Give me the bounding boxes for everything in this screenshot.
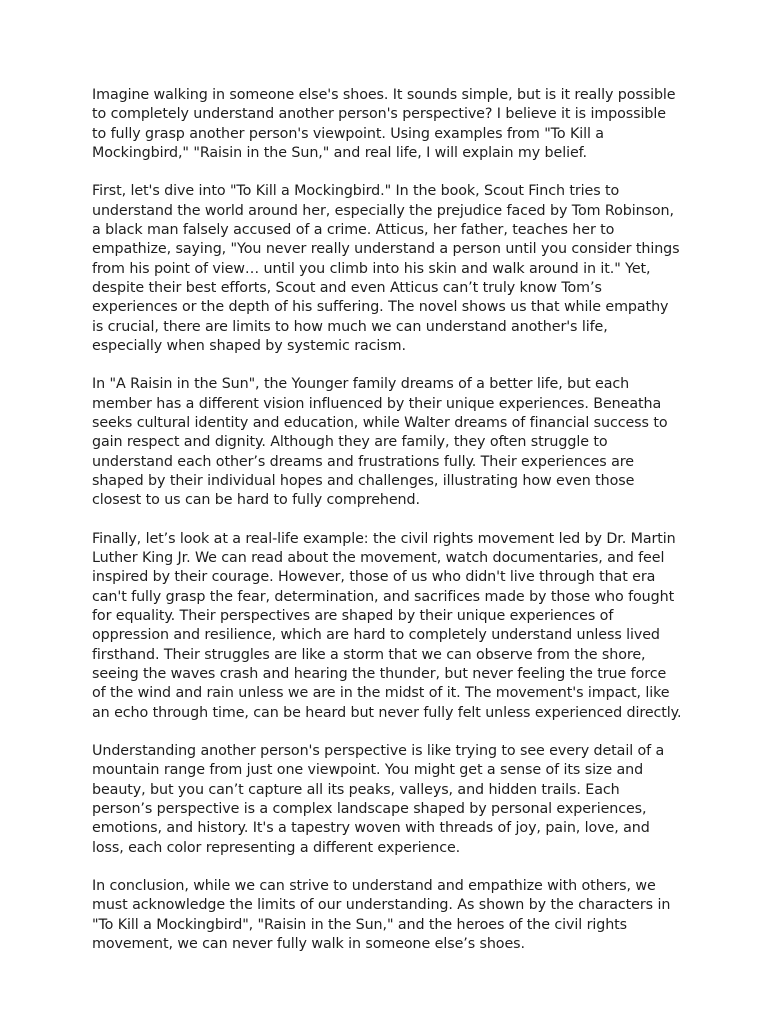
paragraph-conclusion: In conclusion, while we can strive to understand and empathize with others, we must acknowledge the limits of our understanding. As shown by the characters in "To Kill a Mockingbird", "Raisin in the Sun," and the heroes of the civil rights movement, we can never fully walk in someone else’s shoes. (92, 878, 671, 953)
paragraph-mockingbird: First, let's dive into "To Kill a Mockingbird." In the book, Scout Finch tries to understand the world around her, especially the prejudice faced by Tom Robinson, a black man falsely accused of a crime. Atticus, her father, teaches her to empathize, saying, "You never really understand a person until you consider things from his point of view… until you climb into his skin and walk around in it." Yet, despite their best efforts, Scout and even Atticus can’t truly know Tom’s experiences or the depth of his suffering. The novel shows us that while empathy is crucial, there are limits to how much we can understand another's life, especially when shaped by systemic racism. (92, 183, 680, 354)
paragraph-mountain-metaphor: Understanding another person's perspective is like trying to see every detail of a mountain range from just one viewpoint. You might get a sense of its size and beauty, but you can’t capture all its peaks, valleys, and hidden trails. Each person’s perspective is a complex landscape shaped by personal experiences, emotions, and history. It's a tapestry woven with threads of joy, pain, love, and loss, each color representing a different experience. (92, 743, 665, 856)
essay-body (92, 86, 682, 974)
paragraph-introduction: Imagine walking in someone else's shoes. It sounds simple, but is it really possible to completely understand another person's perspective? I believe it is impossible to fully grasp another person's viewpoint. Using examples from "To Kill a Mockingbird," "Raisin in the Sun," and real life, I will explain my belief. (92, 87, 676, 161)
paragraph-civil-rights: Finally, let’s look at a real-life example: the civil rights movement led by Dr. Martin Luther King Jr. We can read about the movement, watch documentaries, and feel inspired by their courage. However, those of us who didn't live through that era can't fully grasp the fear, determination, and sacrifices made by those who fought for equality. Their perspectives are shaped by their unique experiences of oppression and resilience, which are hard to completely understand unless lived firsthand. Their struggles are like a storm that we can observe from the shore, seeing the waves crash and hearing the thunder, but never feeling the true force of the wind and rain unless we are in the midst of it. The movement's impact, like an echo through time, can be heard but never fully felt unless experienced directly. (92, 530, 682, 721)
paragraph-raisin-in-the-sun: In "A Raisin in the Sun", the Younger family dreams of a better life, but each member has a different vision influenced by their unique experiences. Beneatha seeks cultural identity and education, while Walter dreams of financial success to gain respect and dignity. Although they are family, they often struggle to understand each other’s dreams and frustrations fully. Their experiences are shaped by their individual hopes and challenges, illustrating how even those closest to us can be hard to fully comprehend. (92, 376, 668, 509)
